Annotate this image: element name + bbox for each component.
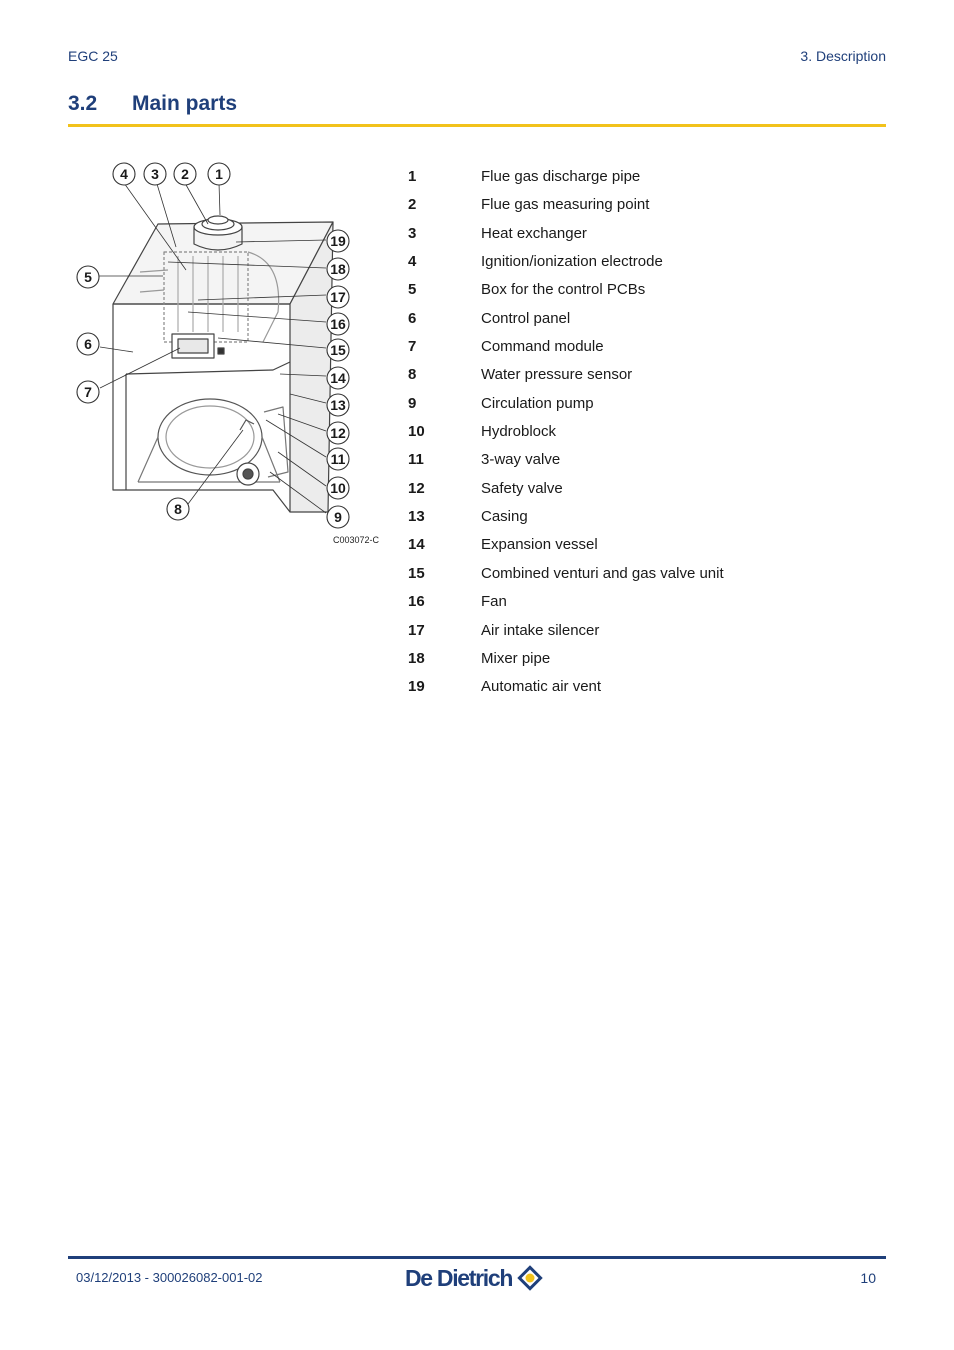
list-item [408, 165, 878, 193]
part-number: 17 [408, 621, 425, 639]
callout-label: 3 [151, 166, 159, 182]
list-item [408, 647, 878, 675]
part-number: 12 [408, 479, 425, 497]
section-title: Main parts [132, 92, 238, 115]
footer-date-ref: 03/12/2013 - 300026082-001-02 [76, 1270, 263, 1285]
callout-label: 7 [84, 384, 92, 400]
part-number: 6 [408, 309, 417, 327]
part-label: Circulation pump [481, 394, 594, 412]
list-item [408, 675, 878, 703]
list-item [408, 222, 878, 250]
brand-diamond-icon [515, 1263, 545, 1293]
part-label: Combined venturi and gas valve unit [481, 564, 724, 582]
part-number: 3 [408, 224, 417, 242]
part-label: Water pressure sensor [481, 366, 633, 384]
part-label: Safety valve [481, 479, 563, 497]
callout-label: 10 [330, 480, 346, 496]
part-label: Command module [481, 338, 604, 356]
callout-label: 8 [174, 501, 182, 517]
callout-label: 19 [330, 233, 346, 249]
callout-label: 5 [84, 269, 92, 285]
boiler-illustration [68, 152, 390, 552]
callout-label: 18 [330, 261, 346, 277]
callout-label: 6 [84, 336, 92, 352]
callout-label: 11 [330, 451, 346, 467]
callout-label: 16 [330, 316, 346, 332]
header-doc-title: EGC 25 [68, 48, 118, 64]
list-item [408, 392, 878, 420]
callout-label: 15 [330, 342, 346, 358]
list-item [408, 278, 878, 306]
callout-label: 13 [330, 397, 346, 413]
list-item [408, 448, 878, 476]
list-item [408, 193, 878, 221]
callout-label: 9 [334, 509, 342, 525]
part-label: Control panel [481, 309, 571, 327]
figure-code: C003072-C [333, 535, 380, 545]
callout-label: 4 [120, 166, 128, 182]
list-item [408, 533, 878, 561]
part-label: Automatic air vent [481, 678, 602, 696]
part-label: Mixer pipe [481, 649, 551, 667]
part-label: Casing [481, 508, 528, 526]
part-number: 5 [408, 281, 417, 299]
part-number: 16 [408, 593, 425, 611]
part-number: 9 [408, 394, 417, 412]
callout-label: 17 [330, 289, 346, 305]
callout-label: 2 [181, 166, 189, 182]
part-number: 19 [408, 678, 425, 696]
part-number: 1 [408, 168, 417, 185]
section-heading [68, 90, 886, 127]
part-label: Expansion vessel [481, 536, 598, 554]
part-label: Heat exchanger [481, 224, 587, 242]
page-number: 10 [860, 1270, 876, 1286]
list-item [408, 250, 878, 278]
list-item [408, 590, 878, 618]
footer-rule [68, 1256, 886, 1259]
part-number: 15 [408, 564, 425, 582]
part-label: Air intake silencer [481, 621, 600, 639]
part-number: 13 [408, 508, 425, 526]
part-number: 14 [408, 536, 425, 554]
callout-label: 12 [330, 425, 346, 441]
brand-name: De Dietrich [405, 1264, 513, 1291]
part-number: 10 [408, 423, 425, 441]
list-item [408, 363, 878, 391]
boiler-drawing [68, 152, 390, 552]
list-item [408, 420, 878, 448]
list-item [408, 477, 878, 505]
part-label: Box for the control PCBs [481, 281, 646, 299]
part-label: Flue gas measuring point [481, 196, 650, 214]
part-label: Hydroblock [481, 423, 557, 441]
parts-list [408, 165, 878, 704]
part-number: 18 [408, 649, 425, 667]
callout-label: 14 [330, 370, 346, 386]
section-number: 3.2 [68, 92, 98, 115]
part-number: 2 [408, 196, 417, 214]
list-item [408, 562, 878, 590]
part-number: 7 [408, 338, 417, 356]
header-chapter: 3. Description [800, 48, 886, 64]
callout-label: 1 [215, 166, 223, 182]
part-label: 3-way valve [481, 451, 561, 469]
part-label: Fan [481, 593, 507, 611]
part-label: Flue gas discharge pipe [481, 168, 641, 185]
list-item [408, 619, 878, 647]
brand-logo [405, 1261, 545, 1295]
part-number: 8 [408, 366, 417, 384]
part-number: 4 [408, 253, 417, 271]
part-label: Ignition/ionization electrode [481, 253, 663, 271]
part-number: 11 [408, 451, 424, 469]
list-item [408, 335, 878, 363]
list-item [408, 307, 878, 335]
list-item [408, 505, 878, 533]
